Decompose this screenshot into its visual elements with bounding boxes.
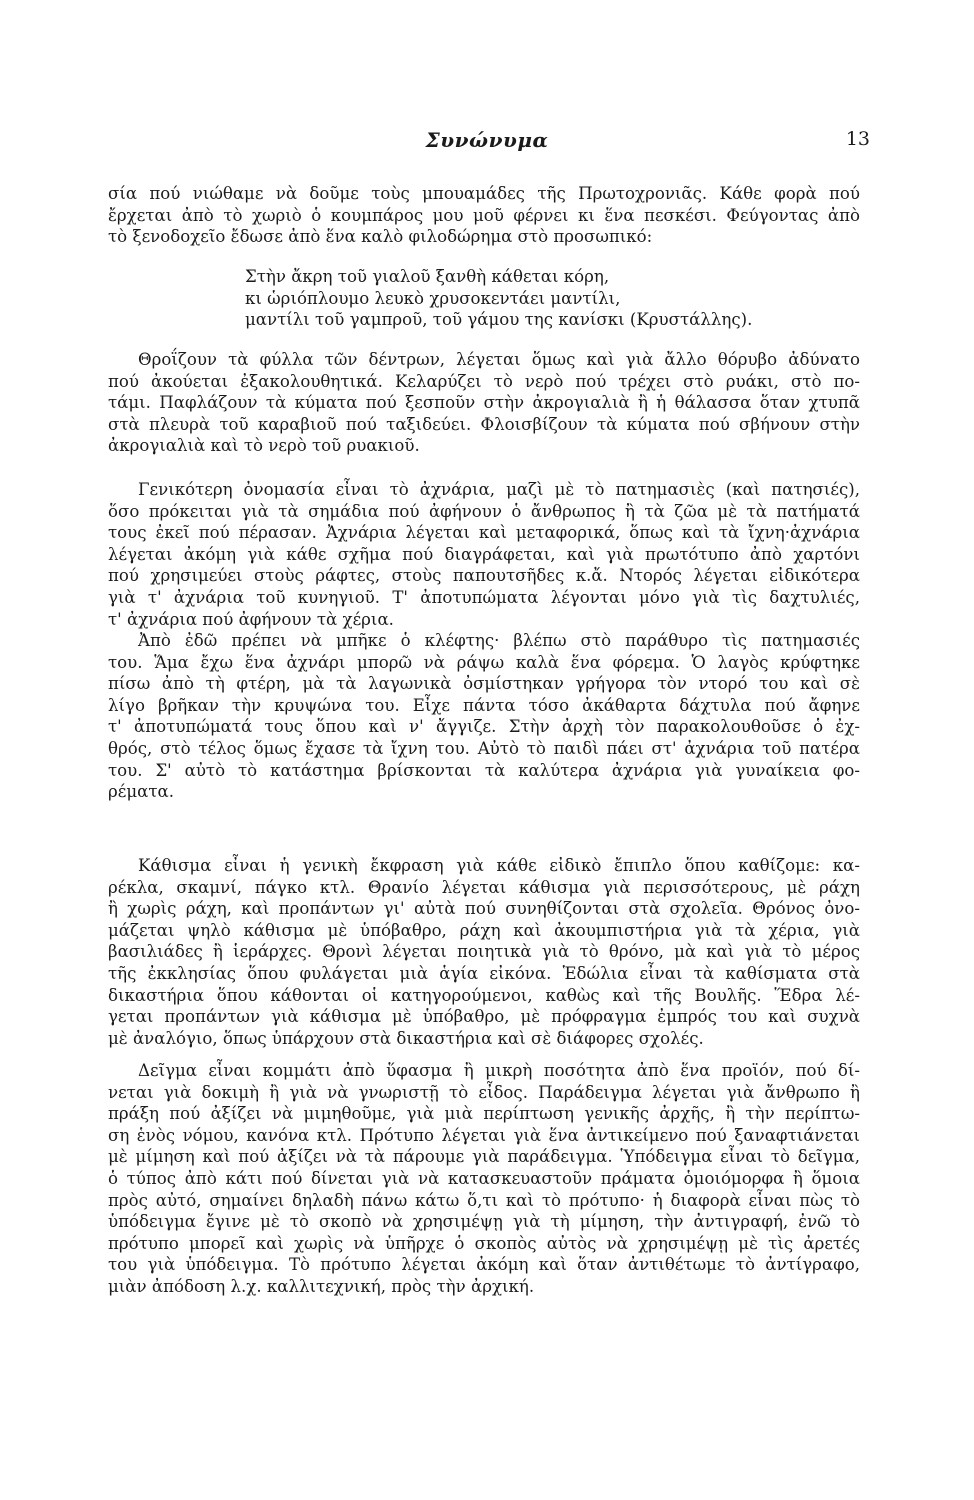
text-line: ση ἑνὸς νόμου, κανόνα κτλ. Πρότυπο λέγεται γιὰ ἕνα ἀντικείμενο πού ξαναφτιάνεται [108,1125,860,1145]
text-line: ἀκρογιαλιὰ καὶ τὸ νερὸ τοῦ ρυακιοῦ. [108,436,420,456]
paragraph-3 [108,479,860,630]
text-line: δικαστήρια ὅπου κάθονται οἱ κατηγορούμενοι, καθὼς καὶ τῆς Βουλῆς. Ἕδρα λέ- [108,985,860,1005]
text-line: τῆς ἐκκλησίας ὅπου φυλάγεται μιὰ ἁγία εἰκόνα. Ἑδώλια εἶναι τὰ καθίσματα στὰ [108,963,860,983]
text-line: τάμι. Παφλάζουν τὰ κύματα πού ξεσποῦν στὴν ἀκρογιαλιὰ ἢ ἡ θάλασσα ὅταν χτυπᾶ [108,393,860,413]
text-line: τους ἐκεῖ πού πέρασαν. Ἀχνάρια λέγεται καὶ μεταφορικά, ὅπως καὶ τὰ ἴχνη·ἀχνάρια [108,523,860,543]
paragraph-2 [108,349,860,457]
paragraph-6 [108,1060,860,1298]
text-line: βασιλιάδες ἢ ἱεράρχες. Θρονὶ λέγεται ποιητικὰ γιὰ τὸ θρόνο, μὰ καὶ γιὰ τὸ μέρος [108,942,860,962]
paragraph-4 [108,630,860,803]
text-line: μὲ ἀναλόγιο, ὅπως ὑπάρχουν στὰ δικαστήρια καὶ σὲ διάφορες σχολές. [108,1028,704,1048]
text-line: Δεῖγμα εἶναι κομμάτι ἀπὸ ὕφασμα ἢ μικρὴ ποσότητα ἀπὸ ἕνα προϊόν, πού δί- [138,1061,860,1080]
text-line: μιὰν ἀπόδοση λ.χ. καλλιτεχνική, πρὸς τὴν ἀρχική. [108,1276,535,1296]
verse-quotation [245,266,845,331]
verse-line: Στὴν ἄκρη τοῦ γιαλοῦ ξανθὴ κάθεται κόρη, [245,267,610,286]
text-line: λέγεται ἀκόμη γιὰ κάθε σχῆμα πού διαγράφεται, καὶ γιὰ πρωτότυπο ἀπὸ χαρτόνι [108,544,860,564]
text-line: ρέματα. [108,782,175,802]
text-line: Ἀπὸ ἐδῶ πρέπει νὰ μπῆκε ὁ κλέφτης· βλέπω στὸ παράθυρο τὶς πατημασιές [138,631,860,650]
text-line: μάζεται ψηλὸ κάθισμα μὲ ὑπόβαθρο, ράχη καὶ ἀκουμπιστήρια γιὰ τὰ χέρια, γιὰ [108,920,860,940]
text-line: τ' ἀχνάρια πού ἀφήνουν τὰ χέρια. [108,609,394,629]
verse-line: μαντίλι τοῦ γαμπροῦ, τοῦ γάμου της κανίσκι (Κρυστάλλης). [245,310,753,330]
text-line: Θροΐζουν τὰ φύλλα τῶν δέντρων, λέγεται ὅμως καὶ γιὰ ἄλλο θόρυβο ἀδύνατο [138,350,860,369]
text-line: πού ἀκούεται ἐξακολουθητικά. Κελαρύζει τὸ νερὸ πού τρέχει στὸ ρυάκι, στὸ πο- [108,371,860,391]
text-line: σία πού νιώθαμε νὰ δοῦμε τοὺς μπουαμάδες τῆς Πρωτοχρονιᾶς. Κάθε φορὰ πού [108,184,860,203]
text-line: πού χρησιμεύει στοὺς ράφτες, στοὺς παπουτσῆδες κ.ἄ. Ντορός λέγεται εἰδικότερα [108,566,860,586]
running-header-title: Συνώνυμα [425,128,549,152]
text-line: ρέκλα, σκαμνί, πάγκο κτλ. Θρανίο λέγεται κάθισμα γιὰ περισσότερους, μὲ ράχη [108,877,860,897]
text-line: του. Ἅμα ἔχω ἕνα ἀχνάρι μπορῶ νὰ ράψω καλὰ ἕνα φόρεμα. Ὁ λαγὸς κρύφτηκε [108,652,860,672]
text-line: τ' ἀποτυπώματά τους ὅπου καὶ ν' ἄγγιζε. Στὴν ἀρχὴ τὸν παρακολουθοῦσε ὁ ἐχ- [108,717,860,737]
text-line: γιὰ τ' ἀχνάρια τοῦ κυνηγιοῦ. Τ' ἀποτυπώματα λέγονται μόνο γιὰ τὶς δαχτυλιές, [108,587,860,607]
text-line: πρότυπο μπορεῖ καὶ χωρὶς νὰ ὑπῆρχε ὁ σκοπὸς αὐτὸς νὰ χρησιμέψῃ μὲ τὶς ἀρετές [108,1233,860,1253]
text-line: του. Σ' αὐτὸ τὸ κατάστημα βρίσκονται τὰ καλύτερα ἀχνάρια γιὰ γυναίκεια φο- [108,760,860,780]
text-line: ἔρχεται ἀπὸ τὸ χωριὸ ὁ κουμπάρος μου μοῦ φέρνει κι ἕνα πεσκέσι. Φεύγοντας ἀπὸ [108,205,860,225]
text-line: ὑπόδειγμα ἔγινε μὲ τὸ σκοπὸ νὰ χρησιμέψῃ γιὰ τὴ μίμηση, τὴν ἀντιγραφή, ἐνῶ τὸ [108,1212,860,1232]
text-line: ὅσο πρόκειται γιὰ τὰ σημάδια πού ἀφήνουν ὁ ἄνθρωπος ἢ τὰ ζῶα μὲ τὰ πατήματά [108,501,860,521]
text-line: τὸ ξενοδοχεῖο ἔδωσε ἀπὸ ἕνα καλὸ φιλοδώρημα στὸ προσωπικό: [108,227,653,247]
text-line: ὁ τύπος ἀπὸ κάτι πού δίνεται γιὰ νὰ κατασκευαστοῦν πράματα ὁμοιόμορφα ἢ ὅμοια [108,1168,860,1188]
text-line: νεται γιὰ δοκιμὴ ἢ γιὰ νὰ γνωριστῇ τὸ εἶδος. Παράδειγμα λέγεται γιὰ ἄνθρωπο ἢ [108,1082,860,1102]
text-line: ἢ χωρὶς ράχη, καὶ προπάντων γι' αὐτὰ πού συνηθίζονται στὰ σχολεῖα. Θρόνος ὀνο- [108,899,860,919]
text-line: Γενικότερη ὀνομασία εἶναι τὸ ἀχνάρια, μαζὶ μὲ τὸ πατημασιὲς (καὶ πατησιές), [138,480,860,499]
text-line: θρός, στὸ τέλος ὅμως ἔχασε τὰ ἴχνη του. Αὐτὸ τὸ παιδὶ πάει στ' ἀχνάρια τοῦ πατέρα [108,738,860,758]
text-line: πράξη πού ἀξίζει νὰ μιμηθοῦμε, γιὰ μιὰ περίπτωση γενικῆς ἀρχῆς, ἢ τὴν περίπτω- [108,1104,860,1124]
text-line: πρὸς αὐτό, σημαίνει δηλαδὴ πάνω κάτω ὅ,τι καὶ τὸ πρότυπο· ἡ διαφορὰ εἶναι πὼς τὸ [108,1190,860,1210]
page-number: 13 [845,128,870,150]
paragraph-1 [108,183,860,248]
text-line: πίσω ἀπὸ τὴ φτέρη, μὰ τὰ λαγωνικὰ ὀσμίστηκαν γρήγορα τὸν ντορό του καὶ σὲ [108,674,860,694]
text-line: μὲ μίμηση καὶ πού ἀξίζει νὰ τὰ πάρουμε γιὰ παράδειγμα. Ὑπόδειγμα εἶναι τὸ δεῖγμα, [108,1147,860,1167]
text-line: γεται προπάντων γιὰ κάθισμα μὲ ὑπόβαθρο, μὲ πρόφραγμα ἐμπρός του καὶ συχνὰ [108,1007,860,1027]
verse-line: κι ὡριόπλουμο λευκὸ χρυσοκεντάει μαντίλι, [245,288,621,308]
text-line: λίγο βρῆκαν τὴν κρυψώνα του. Εἶχε πάντα τόσο ἀκάθαρτα δάχτυλα πού ἄφηνε [108,695,860,715]
paragraph-5 [108,855,860,1049]
text-line: του γιὰ ὑπόδειγμα. Τὸ πρότυπο λέγεται ἀκόμη καὶ ὅταν ἀντιθέτωμε τὸ ἀντίγραφο, [108,1255,860,1275]
text-line: Κάθισμα εἶναι ἡ γενικὴ ἔκφραση γιὰ κάθε εἰδικὸ ἔπιπλο ὅπου καθίζομε: κα- [138,856,860,875]
text-line: στὰ πλευρὰ τοῦ καραβιοῦ πού ταξιδεύει. Φλοισβίζουν τὰ κύματα πού σβήνουν στὴν [108,414,860,434]
